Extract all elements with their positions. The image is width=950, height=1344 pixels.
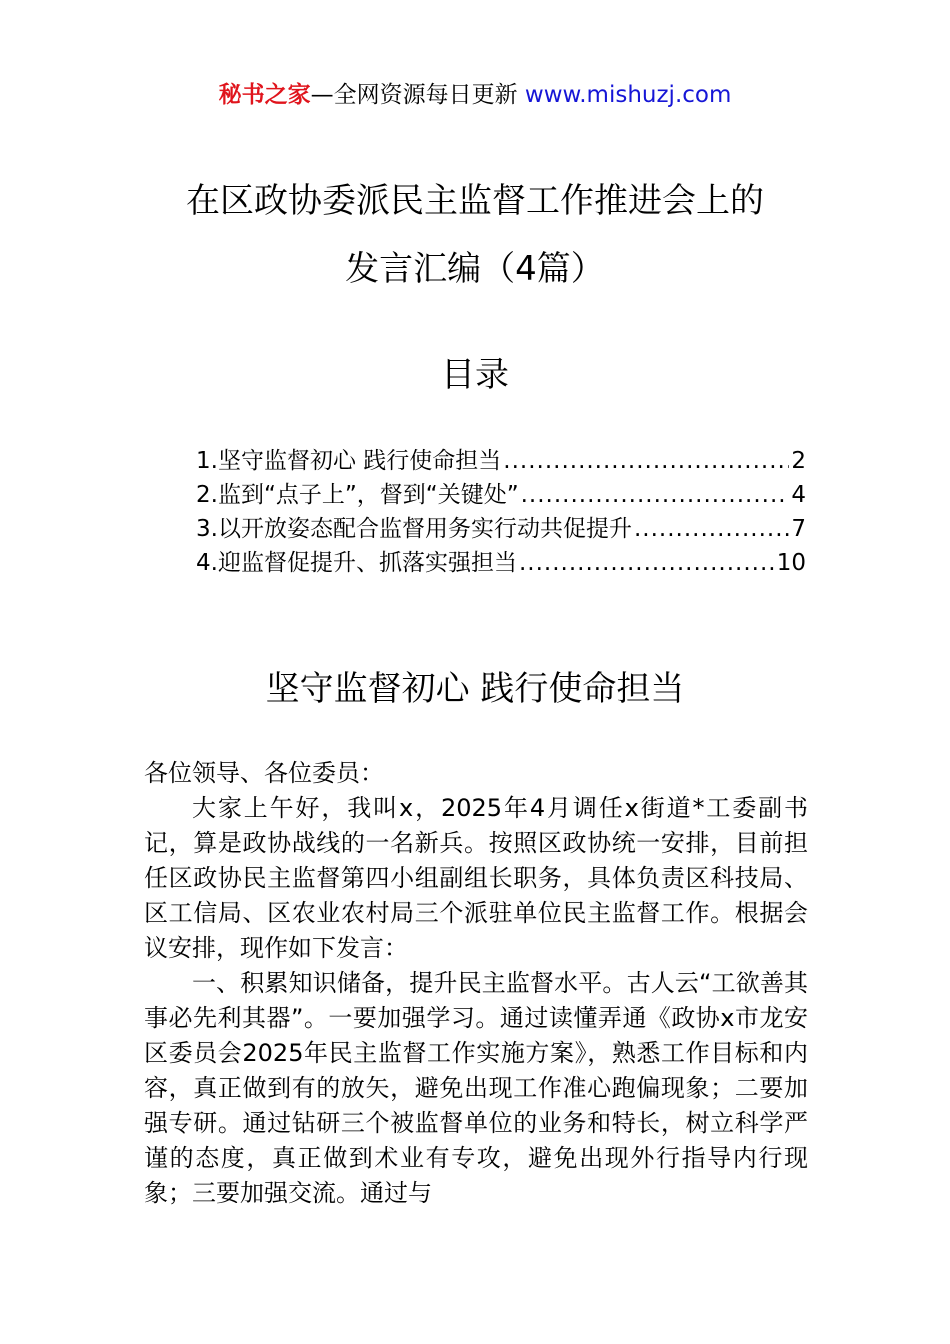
toc-item[interactable] [196,478,806,512]
toc-item[interactable] [196,512,806,546]
toc-item-page: 2 [791,448,806,474]
toc-leader-dots [519,546,775,580]
banner-slogan: —全网资源每日更新 [310,82,518,108]
toc-item[interactable] [196,444,806,478]
body-paragraph: 大家上午好，我叫x，2025年4月调任x街道*工委副书记，算是政协战线的一名新兵。按照区政协统一安排，目前担任区政协民主监督第四小组副组长职务，具体负责区科技局、区工信局、区农业农村局三个派驻单位民主监督工作。根据会议安排，现作如下发言： [144,794,808,962]
toc-item-label: 3.以开放姿态配合监督用务实行动共促提升 [196,516,632,542]
section-title: 坚守监督初心 践行使命担当 [265,669,685,709]
toc-item-page: 10 [776,550,806,576]
site-banner [0,78,950,112]
document-title-line1: 在区政协委派民主监督工作推进会上的 [186,181,764,221]
salutation: 各位领导、各位委员： [144,759,384,787]
document-title-line2: 发言汇编（4篇） [345,249,605,289]
toc-heading: 目录 [441,355,509,395]
toc-item-label: 2.监到“点子上”，督到“关键处” [196,482,519,508]
toc-item[interactable] [196,546,806,580]
toc-leader-dots [521,478,790,512]
brand-name: 秘书之家 [218,82,311,108]
toc-leader-dots [503,444,789,478]
body-paragraph: 一、积累知识储备，提升民主监督水平。古人云“工欲善其事必先利其器”。一要加强学习。通过读懂弄通《政协x市龙安区委员会2025年民主监督工作实施方案》，熟悉工作目标和内容，真正做到有的放矢，避免出现工作准心跑偏现象；二要加强专研。通过钻研三个被监督单位的业务和特长，树立科学严谨的态度，真正做到术业有专攻，避免出现外行指导内行现象；三要加强交流。通过与 [144,969,808,1207]
toc-leader-dots [634,512,789,546]
toc-item-label: 4.迎监督促提升、抓落实强担当 [196,550,517,576]
toc-item-label: 1.坚守监督初心 践行使命担当 [196,448,502,474]
toc-item-page: 4 [791,482,806,508]
section-body [144,756,808,1211]
table-of-contents [196,444,806,580]
site-url-link[interactable]: www.mishuzj.com [524,82,732,108]
toc-item-page: 7 [791,516,806,542]
